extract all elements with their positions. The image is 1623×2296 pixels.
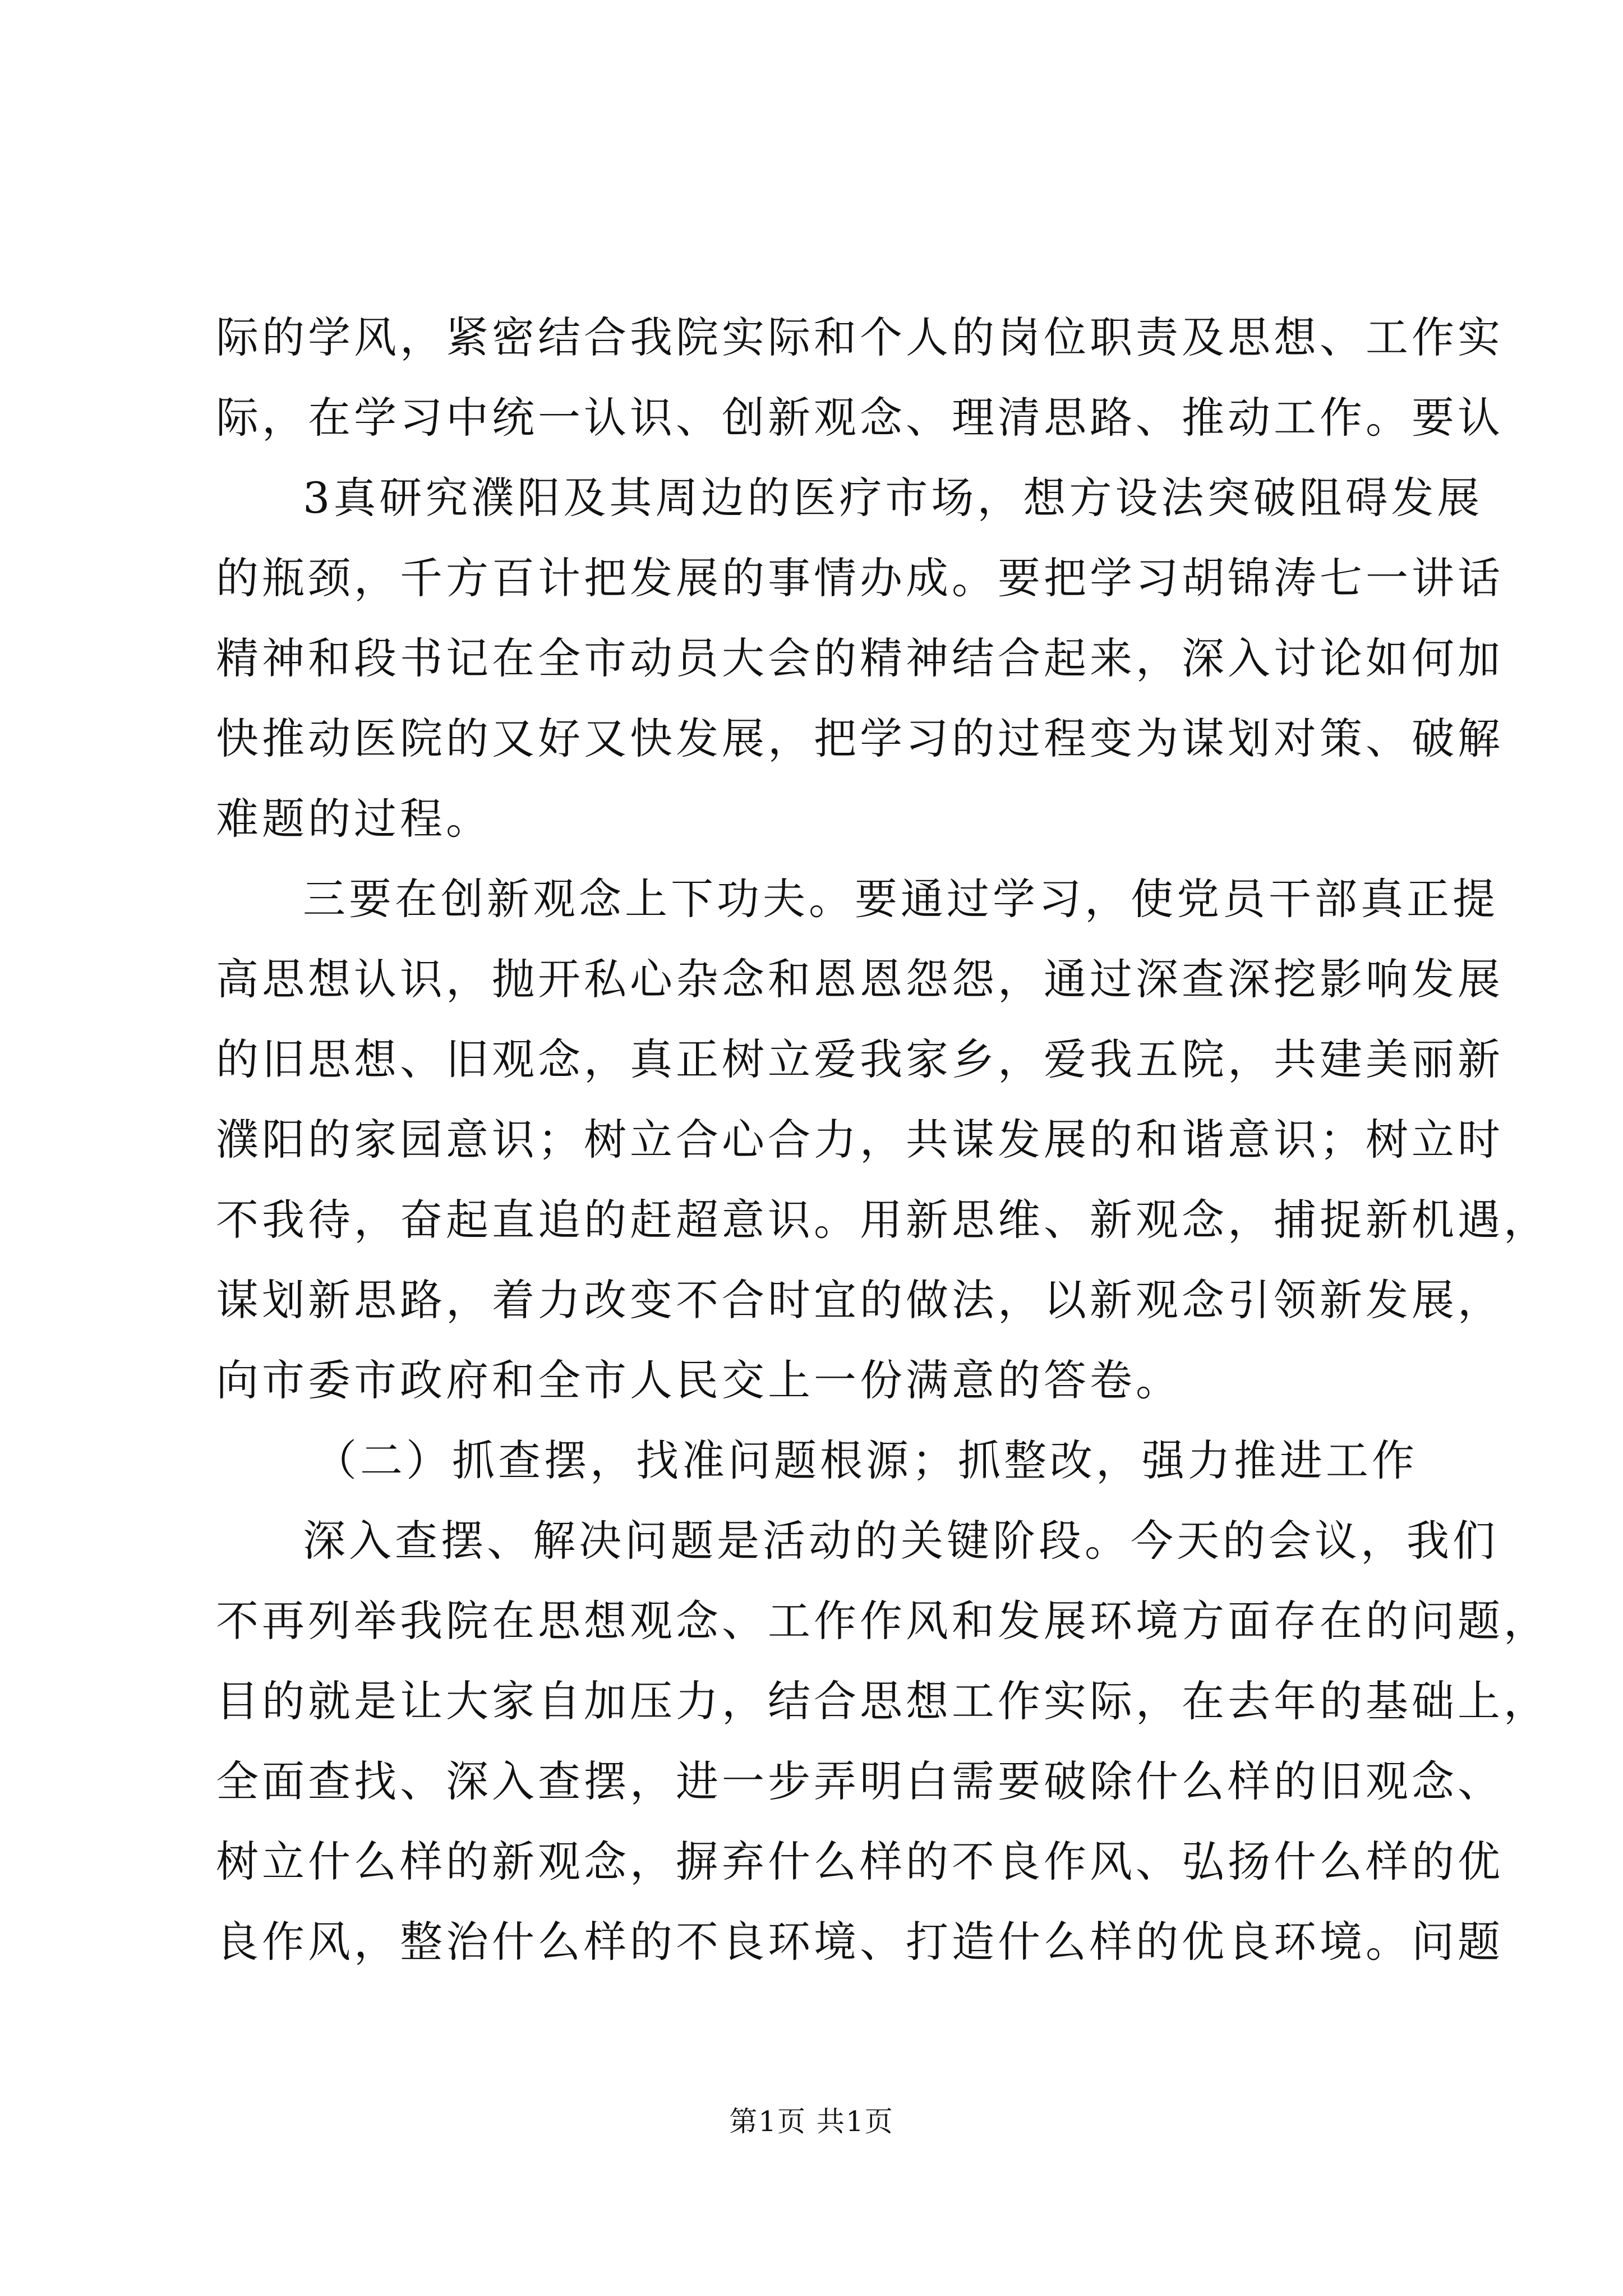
- text-line: 际的学风，紧密结合我院实际和个人的岗位职责及思想、工作实: [216, 312, 1504, 362]
- text-line: 际，在学习中统一认识、创新观念、理清思路、推动工作。要认: [216, 393, 1504, 443]
- text-line: 树立什么样的新观念，摒弃什么样的不良作风、弘扬什么样的优: [216, 1837, 1504, 1887]
- text-line: 谋划新思路，着力改变不合时宜的做法，以新观念引领新发展，: [216, 1275, 1504, 1325]
- text-line: 的旧思想、旧观念，真正树立爱我家乡，爱我五院，共建美丽新: [216, 1034, 1504, 1084]
- text-line: 濮阳的家园意识；树立合心合力，共谋发展的和谐意识；树立时: [216, 1115, 1504, 1165]
- text-line: 的瓶颈，千方百计把发展的事情办成。要把学习胡锦涛七一讲话: [216, 553, 1504, 603]
- paragraph-start-line: 深入查摆、解决问题是活动的关键阶段。今天的会议，我们: [303, 1516, 1498, 1566]
- text-line: 高思想认识，抛开私心杂念和恩恩怨怨，通过深查深挖影响发展: [216, 954, 1504, 1004]
- text-line: 不再列举我院在思想观念、工作作风和发展环境方面存在的问题，: [216, 1596, 1550, 1646]
- text-line: 目的就是让大家自加压力，结合思想工作实际，在去年的基础上，: [216, 1676, 1550, 1726]
- text-line: 不我待，奋起直追的赶超意识。用新思维、新观念，捕捉新机遇，: [216, 1195, 1550, 1245]
- section-heading: （二）抓查摆，找准问题根源；抓整改，强力推进工作: [314, 1435, 1418, 1485]
- text-line: 难题的过程。: [216, 794, 492, 844]
- paragraph-start-line: 三要在创新观念上下功夫。要通过学习，使党员干部真正提: [303, 874, 1498, 924]
- text-line: 良作风，整治什么样的不良环境、打造什么样的优良环境。问题: [216, 1917, 1504, 1967]
- page-footer: 第1页 共1页: [729, 2105, 894, 2138]
- text-line: 全面查找、深入查摆，进一步弄明白需要破除什么样的旧观念、: [216, 1756, 1504, 1806]
- text-line: 3真研究濮阳及其周边的医疗市场，想方设法突破阻碍发展: [303, 473, 1483, 523]
- body-text: [216, 297, 1550, 1982]
- text-line: 快推动医院的又好又快发展，把学习的过程变为谋划对策、破解: [216, 714, 1504, 763]
- text-line: 精神和段书记在全市动员大会的精神结合起来，深入讨论如何加: [216, 633, 1504, 683]
- text-line: 向市委市政府和全市人民交上一份满意的答卷。: [216, 1355, 1182, 1405]
